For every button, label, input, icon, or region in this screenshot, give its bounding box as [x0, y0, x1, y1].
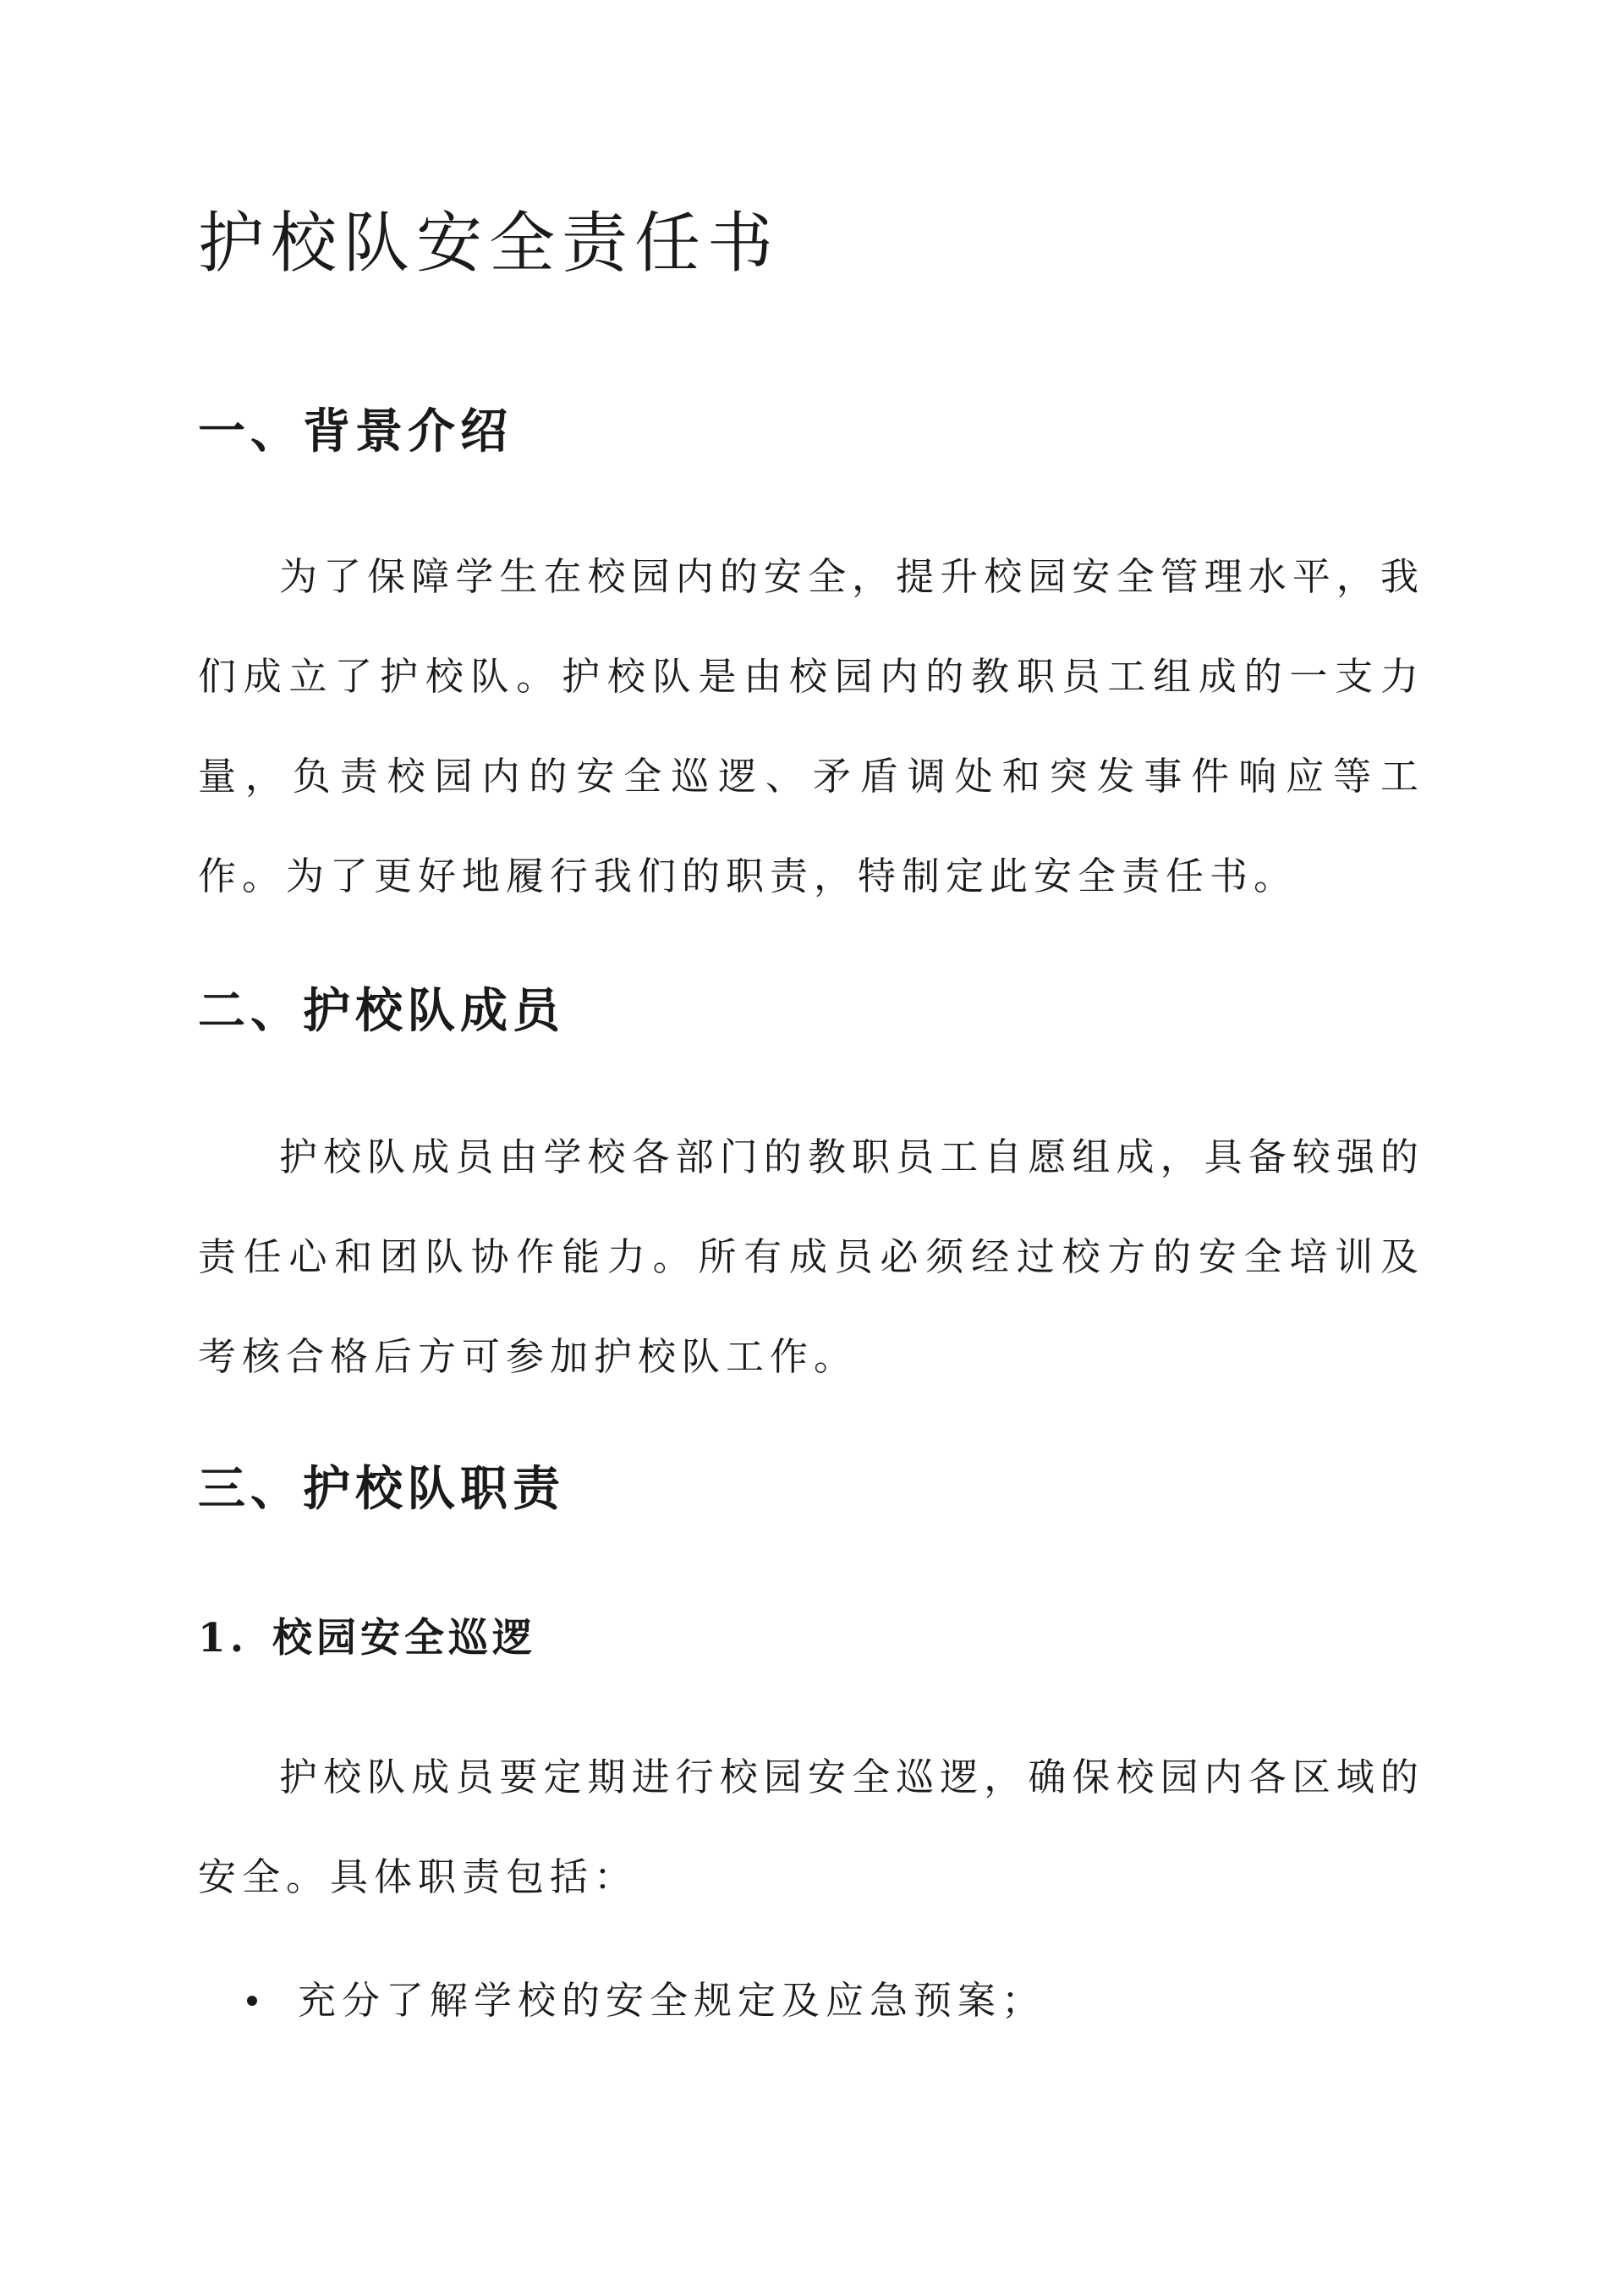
document-title: 护校队安全责任书	[198, 206, 781, 282]
list-item	[198, 1951, 1424, 2051]
section-heading-members: 二、护校队成员	[198, 983, 565, 1039]
subsection-title: 校园安全巡逻	[272, 1615, 536, 1662]
list-item-text: 充分了解学校的安全规定及应急预案；	[298, 1978, 1046, 2023]
subsection-heading-patrol	[198, 1609, 536, 1668]
subsection-number: 1.	[198, 1615, 249, 1662]
section-heading-duties: 三、护校队职责	[198, 1461, 565, 1517]
members-paragraph: 护校队成员由学校各部门的教职员工自愿组成，具备较强的责任心和团队协作能力。所有成员必须经过校方的安全培训及考核合格后方可参加护校队工作。	[198, 1134, 1424, 1379]
patrol-duties-list	[198, 1951, 1424, 2051]
section-heading-background: 一、背景介绍	[198, 404, 513, 459]
patrol-paragraph: 护校队成员要定期进行校园安全巡逻，确保校园内各区域的安全。具体职责包括：	[198, 1755, 1424, 1899]
background-paragraph: 为了保障学生在校园内的安全，提升校园安全管理水平，我们成立了护校队。护校队是由校园内的教职员工组成的一支力量，负责校园内的安全巡逻、矛盾调处和突发事件响应等工作。为了更好地履行我们的职责，特制定此安全责任书。	[198, 554, 1424, 898]
bullet-icon	[247, 1996, 257, 2006]
